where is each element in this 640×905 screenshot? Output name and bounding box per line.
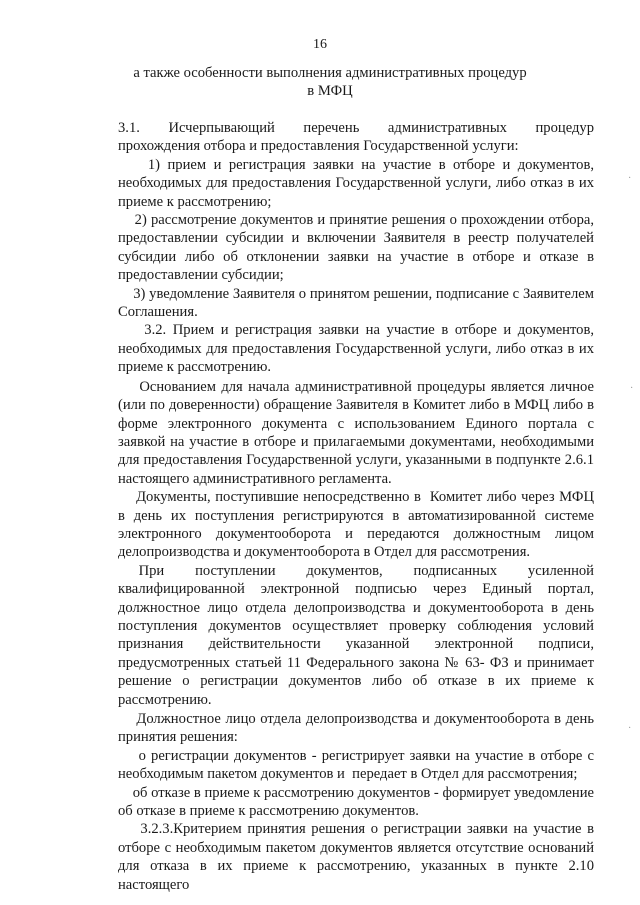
scan-speck: ·	[630, 383, 634, 394]
section-heading-line-2: в МФЦ	[307, 83, 353, 100]
paragraph: об отказе в приеме к рассмотрению документов - формирует уведомление об отказе в приеме к рассмотрению документов.	[118, 784, 598, 820]
paragraph: 3.1. Исчерпывающий перечень административных процедур прохождения отбора и предоставления Государственной услуги:	[118, 120, 598, 155]
paragraph: о регистрации документов - регистрирует заявки на участие в отборе с необходимым пакетом документов и передает в Отдел для рассмотрения;	[118, 747, 598, 783]
paragraph: 2) рассмотрение документов и принятие решения о прохождении отбора, предоставлении субсидии и включении Заявителя в реестр получателей субсидии либо об отклонении заявки на участие в отборе и отказе в предоставлении субсидии;	[118, 212, 598, 284]
document-body	[118, 119, 598, 894]
paragraph: Должностное лицо отдела делопроизводства и документооборота в день принятия решения:	[118, 711, 598, 746]
paragraph: 3) уведомление Заявителя о принятом решении, подписание с Заявителем Соглашения.	[118, 285, 598, 321]
section-heading-line-1: а также особенности выполнения административных процедур	[133, 65, 527, 81]
paragraph: Документы, поступившие непосредственно в Комитет либо через МФЦ в день их поступления регистрируются в автоматизированной системе электронного документооборота и передаются должностным лицом делопроизводства и документооборота в Отдел для рассмотрения.	[118, 489, 598, 561]
paragraph: Основанием для начала административной процедуры является личное (или по доверенности) обращение Заявителя в Комитет либо в МФЦ либо в форме электронного документа с использованием Единого портала с заявкой на участие в отборе и прилагаемыми документами, необходимыми для предоставления Государственной услуги, указанными в подпункте 2.6.1 настоящего административного регламента.	[118, 378, 598, 487]
paragraph: 3.2.3.Критерием принятия решения о регистрации заявки на участие в отборе с необходимым пакетом документов является отсутствие оснований для отказа в их приеме к рассмотрению, указанных в пункте 2.10 настоящего	[118, 821, 598, 893]
scan-speck: ·	[628, 723, 632, 734]
paragraph: 1) прием и регистрация заявки на участие в отборе и документов, необходимых для предоставления Государственной услуги, либо отказ в их приеме к рассмотрению;	[118, 156, 598, 210]
scan-speck: ·	[628, 173, 632, 184]
section-heading	[110, 64, 550, 101]
paragraph: При поступлении документов, подписанных усиленной квалифицированной электронной подписью через Единый портал, должностное лицо отдела делопроизводства и документооборота в день поступления документов осуществляет проверку соблюдения условий признания действительности указанной электронной подписи, предусмотренных статьей 11 Федерального закона № 63- ФЗ и принимает решение о регистрации документов либо об отказе в их приеме к рассмотрению.	[118, 562, 598, 708]
page-number: 16	[313, 37, 327, 52]
paragraph: 3.2. Прием и регистрация заявки на участие в отборе и документов, необходимых для предоставления Государственной услуги, либо отказ в их приеме к рассмотрению.	[118, 322, 598, 376]
